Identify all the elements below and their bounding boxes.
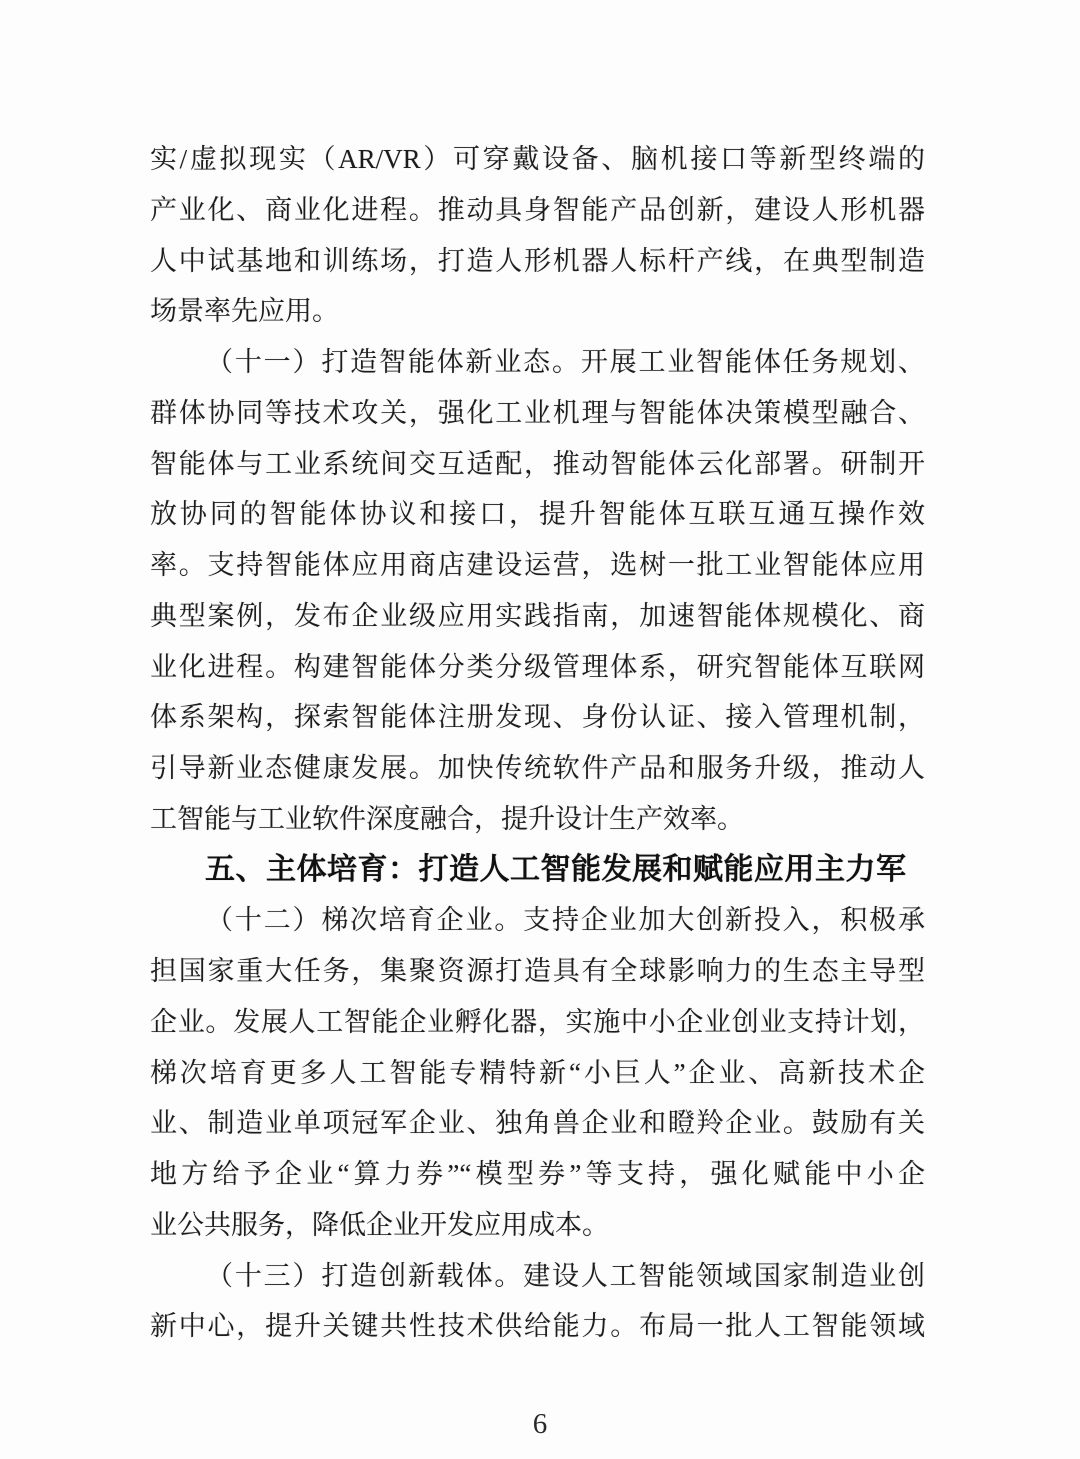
text-line: 体系架构，探索智能体注册发现、身份认证、接入管理机制，	[150, 702, 925, 733]
text-line: 人中试基地和训练场，打造人形机器人标杆产线，在典型制造	[150, 245, 925, 276]
text-line: 业公共服务，降低企业开发应用成本。	[150, 1209, 609, 1240]
text-line: 群体协同等技术攻关，强化工业机理与智能体决策模型融合、	[150, 397, 925, 428]
text-line: 业、制造业单项冠军企业、独角兽企业和瞪羚企业。鼓励有关	[150, 1108, 925, 1139]
section-heading: 五、主体培育：打造人工智能发展和赋能应用主力军	[205, 852, 907, 886]
text-line: 产业化、商业化进程。推动具身智能产品创新，建设人形机器	[150, 194, 925, 225]
text-line: （十一）打造智能体新业态。开展工业智能体任务规划、	[206, 347, 925, 377]
text-line: 地方给予企业“算力券”“模型券”等支持，强化赋能中小企	[150, 1159, 925, 1189]
text-line: 智能体与工业系统间交互适配，推动智能体云化部署。研制开	[150, 448, 925, 479]
text-line: 率。支持智能体应用商店建设运营，选树一批工业智能体应用	[150, 550, 925, 580]
text-line: 实/虚拟现实（AR/VR）可穿戴设备、脑机接口等新型终端的	[150, 144, 925, 174]
text-line: 典型案例，发布企业级应用实践指南，加速智能体规模化、商	[150, 600, 925, 631]
text-line: 梯次培育更多人工智能专精特新“小巨人”企业、高新技术企	[150, 1057, 925, 1088]
document-text-block	[150, 134, 925, 1352]
text-line: 担国家重大任务，集聚资源打造具有全球影响力的生态主导型	[150, 956, 925, 986]
page-footer	[0, 1408, 1080, 1441]
text-line: 新中心，提升关键共性技术供给能力。布局一批人工智能领域	[150, 1311, 925, 1342]
text-line: （十二）梯次培育企业。支持企业加大创新投入，积极承	[206, 905, 925, 936]
text-line: 企业。发展人工智能企业孵化器，实施中小企业创业支持计划，	[150, 1006, 925, 1037]
text-line: 业化进程。构建智能体分类分级管理体系，研究智能体互联网	[150, 651, 925, 682]
text-line: （十三）打造创新载体。建设人工智能领域国家制造业创	[206, 1260, 925, 1291]
page-number: 6	[532, 1408, 548, 1440]
text-line: 场景率先应用。	[150, 296, 339, 327]
text-line: 放协同的智能体协议和接口，提升智能体互联互通互操作效	[150, 499, 925, 530]
text-line: 工智能与工业软件深度融合，提升设计生产效率。	[150, 803, 744, 834]
text-line: 引导新业态健康发展。加快传统软件产品和服务升级，推动人	[150, 753, 925, 783]
